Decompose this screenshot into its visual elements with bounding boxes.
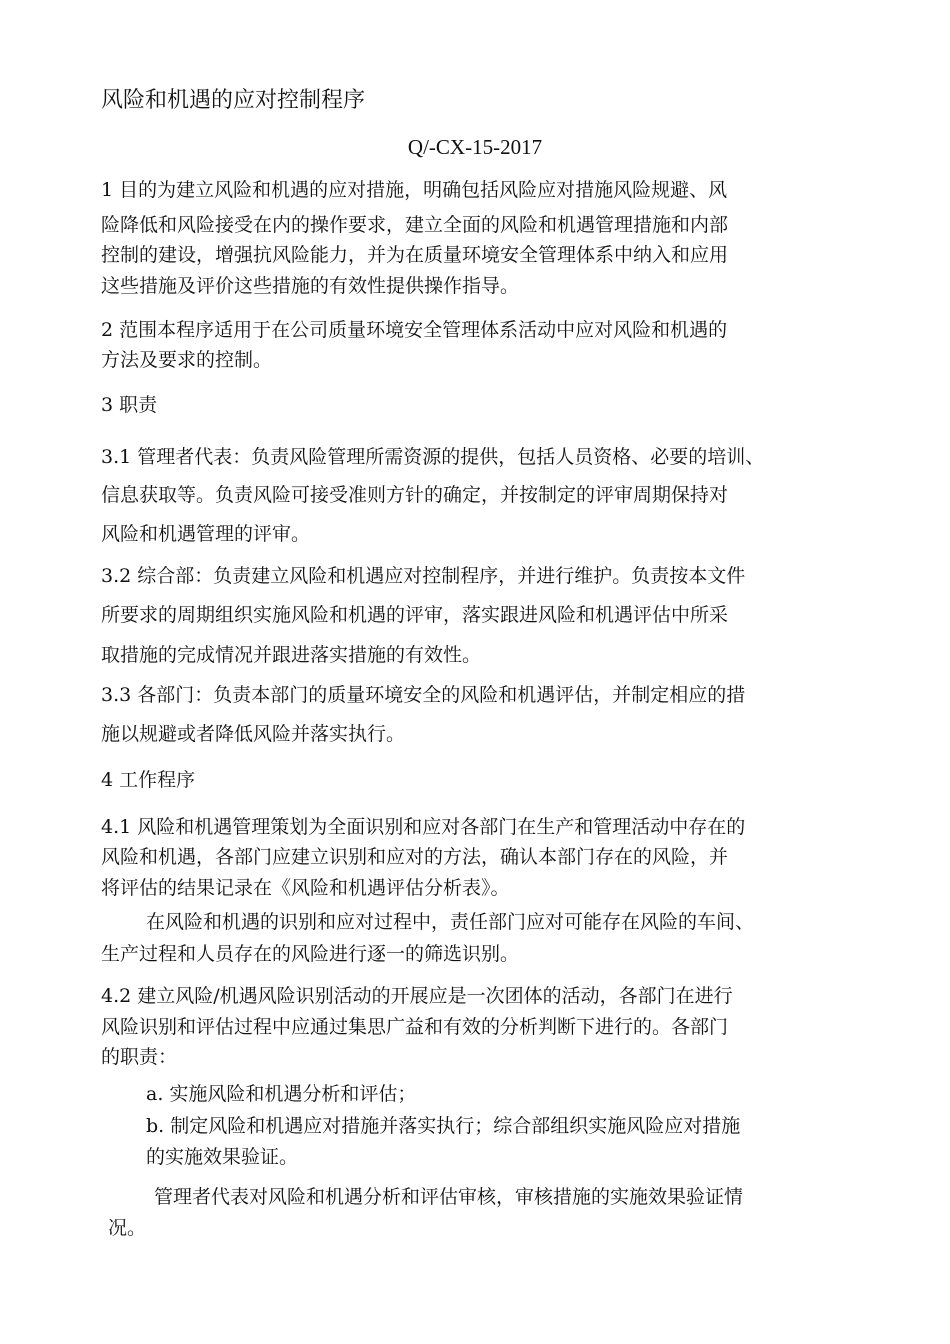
list-item: 的实施效果验证。 xyxy=(146,1146,299,1168)
paragraph-line: 管理者代表对风险和机遇分析和评估审核，审核措施的实施效果验证情 xyxy=(154,1186,744,1208)
paragraph-line: 况。 xyxy=(108,1217,147,1239)
list-item: b. 制定风险和机遇应对措施并落实执行；综合部组织实施风险应对措施 xyxy=(146,1115,741,1137)
paragraph-line: 风险和机遇管理的评审。 xyxy=(101,523,311,545)
document-code: Q/-CX-15-2017 xyxy=(407,135,543,159)
paragraph-line: 风险识别和评估过程中应通过集思广益和有效的分析判断下进行的。各部门 xyxy=(101,1016,729,1038)
paragraph-line: 生产过程和人员存在的风险进行逐一的筛选识别。 xyxy=(101,943,520,965)
list-item: a. 实施风险和机遇分析和评估； xyxy=(146,1083,417,1105)
paragraph-line: 1 目的为建立风险和机遇的应对措施，明确包括风险应对措施风险规避、风 xyxy=(101,179,728,201)
paragraph-line: 4.1 风险和机遇管理策划为全面识别和应对各部门在生产和管理活动中存在的 xyxy=(101,816,746,838)
paragraph-line: 控制的建设，增强抗风险能力，并为在质量环境安全管理体系中纳入和应用 xyxy=(101,244,729,266)
paragraph-line: 风险和机遇，各部门应建立识别和应对的方法，确认本部门存在的风险，并 xyxy=(101,846,729,868)
paragraph-line: 所要求的周期组织实施风险和机遇的评审，落实跟进风险和机遇评估中所采 xyxy=(101,604,729,626)
paragraph-line: 这些措施及评价这些措施的有效性提供操作指导。 xyxy=(101,275,520,297)
paragraph-line: 信息获取等。负责风险可接受准则方针的确定，并按制定的评审周期保持对 xyxy=(101,484,729,506)
paragraph-line: 取措施的完成情况并跟进落实措施的有效性。 xyxy=(101,644,482,666)
section-heading: 3 职责 xyxy=(101,394,158,416)
paragraph-line: 的职责： xyxy=(101,1046,178,1068)
paragraph-line: 4.2 建立风险/机遇风险识别活动的开展应是一次团体的活动，各部门在进行 xyxy=(101,985,733,1007)
document-title: 风险和机遇的应对控制程序 xyxy=(101,88,366,113)
paragraph-line: 将评估的结果记录在《风险和机遇评估分析表》。 xyxy=(101,877,510,899)
paragraph-line: 在风险和机遇的识别和应对过程中，责任部门应对可能存在风险的车间、 xyxy=(146,911,755,933)
section-heading: 4 工作程序 xyxy=(101,769,196,791)
paragraph-line: 3.2 综合部：负责建立风险和机遇应对控制程序，并进行维护。负责按本文件 xyxy=(101,565,746,587)
paragraph-line: 2 范围本程序适用于在公司质量环境安全管理体系活动中应对风险和机遇的 xyxy=(101,319,728,341)
paragraph-line: 施以规避或者降低风险并落实执行。 xyxy=(101,723,406,745)
paragraph-line: 方法及要求的控制。 xyxy=(101,349,273,371)
paragraph-line: 3.3 各部门：负责本部门的质量环境安全的风险和机遇评估，并制定相应的措 xyxy=(101,684,746,706)
paragraph-line: 3.1 管理者代表：负责风险管理所需资源的提供，包括人员资格、必要的培训、 xyxy=(101,446,765,468)
paragraph-line: 险降低和风险接受在内的操作要求，建立全面的风险和机遇管理措施和内部 xyxy=(101,214,729,236)
